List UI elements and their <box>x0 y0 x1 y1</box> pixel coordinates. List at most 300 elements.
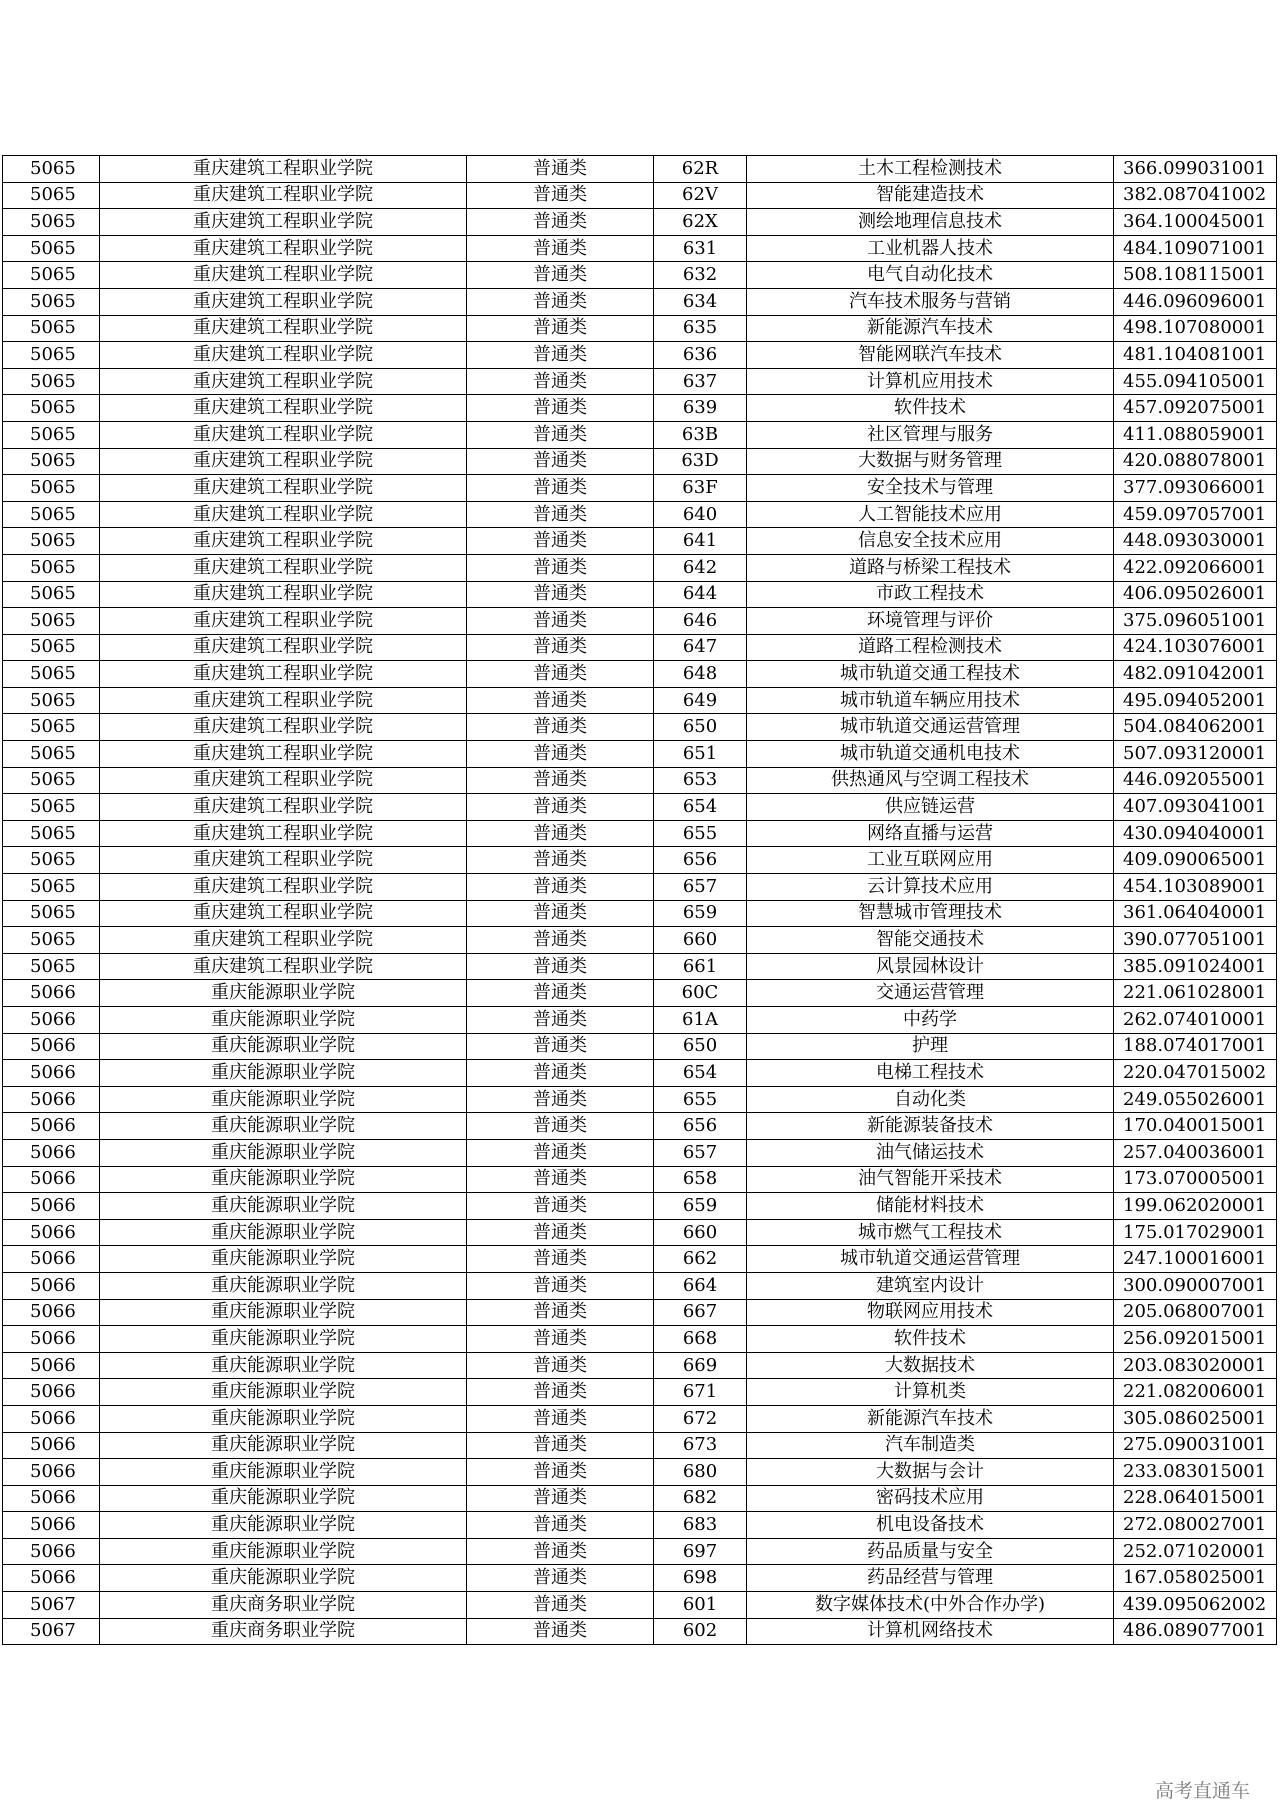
category-cell: 普通类 <box>467 820 654 847</box>
category-cell: 普通类 <box>467 1565 654 1592</box>
major-name-cell: 智能网联汽车技术 <box>747 342 1114 369</box>
school-code-cell: 5066 <box>3 1272 100 1299</box>
score-cell: 459.097057001 <box>1114 501 1277 528</box>
major-code-cell: 61A <box>654 1007 747 1034</box>
score-cell: 484.109071001 <box>1114 235 1277 262</box>
school-code-cell: 5065 <box>3 953 100 980</box>
school-name-cell: 重庆建筑工程职业学院 <box>100 156 467 183</box>
table-row <box>3 1139 1277 1166</box>
school-code-cell: 5065 <box>3 847 100 874</box>
major-code-cell: 654 <box>654 1060 747 1087</box>
score-cell: 424.103076001 <box>1114 634 1277 661</box>
school-name-cell: 重庆建筑工程职业学院 <box>100 927 467 954</box>
category-cell: 普通类 <box>467 1086 654 1113</box>
major-name-cell: 云计算技术应用 <box>747 874 1114 901</box>
major-code-cell: 647 <box>654 634 747 661</box>
major-name-cell: 油气储运技术 <box>747 1139 1114 1166</box>
school-name-cell: 重庆建筑工程职业学院 <box>100 182 467 209</box>
category-cell: 普通类 <box>467 342 654 369</box>
major-name-cell: 城市轨道交通机电技术 <box>747 741 1114 768</box>
table-row <box>3 1379 1277 1406</box>
major-code-cell: 671 <box>654 1379 747 1406</box>
category-cell: 普通类 <box>467 182 654 209</box>
school-name-cell: 重庆建筑工程职业学院 <box>100 262 467 289</box>
score-cell: 498.107080001 <box>1114 315 1277 342</box>
school-name-cell: 重庆建筑工程职业学院 <box>100 847 467 874</box>
school-name-cell: 重庆建筑工程职业学院 <box>100 661 467 688</box>
table-row <box>3 1352 1277 1379</box>
school-code-cell: 5065 <box>3 315 100 342</box>
category-cell: 普通类 <box>467 714 654 741</box>
table-row <box>3 1592 1277 1619</box>
major-name-cell: 计算机类 <box>747 1379 1114 1406</box>
school-name-cell: 重庆能源职业学院 <box>100 1565 467 1592</box>
major-name-cell: 软件技术 <box>747 1326 1114 1353</box>
major-name-cell: 储能材料技术 <box>747 1193 1114 1220</box>
score-cell: 256.092015001 <box>1114 1326 1277 1353</box>
category-cell: 普通类 <box>467 634 654 661</box>
major-code-cell: 640 <box>654 501 747 528</box>
major-code-cell: 650 <box>654 714 747 741</box>
school-code-cell: 5065 <box>3 475 100 502</box>
category-cell: 普通类 <box>467 1033 654 1060</box>
school-code-cell: 5065 <box>3 767 100 794</box>
major-code-cell: 635 <box>654 315 747 342</box>
school-code-cell: 5066 <box>3 1166 100 1193</box>
school-code-cell: 5065 <box>3 209 100 236</box>
major-code-cell: 669 <box>654 1352 747 1379</box>
table-row <box>3 448 1277 475</box>
major-name-cell: 药品经营与管理 <box>747 1565 1114 1592</box>
category-cell: 普通类 <box>467 1405 654 1432</box>
score-cell: 366.099031001 <box>1114 156 1277 183</box>
category-cell: 普通类 <box>467 1326 654 1353</box>
school-name-cell: 重庆建筑工程职业学院 <box>100 288 467 315</box>
school-code-cell: 5065 <box>3 794 100 821</box>
category-cell: 普通类 <box>467 1299 654 1326</box>
score-cell: 305.086025001 <box>1114 1405 1277 1432</box>
school-name-cell: 重庆建筑工程职业学院 <box>100 900 467 927</box>
table-row <box>3 980 1277 1007</box>
table-row <box>3 661 1277 688</box>
table-row <box>3 342 1277 369</box>
school-code-cell: 5065 <box>3 156 100 183</box>
major-name-cell: 护理 <box>747 1033 1114 1060</box>
major-name-cell: 智能建造技术 <box>747 182 1114 209</box>
school-code-cell: 5066 <box>3 1538 100 1565</box>
category-cell: 普通类 <box>467 1618 654 1645</box>
major-code-cell: 680 <box>654 1459 747 1486</box>
score-cell: 504.084062001 <box>1114 714 1277 741</box>
school-name-cell: 重庆建筑工程职业学院 <box>100 209 467 236</box>
table-row <box>3 794 1277 821</box>
major-name-cell: 土木工程检测技术 <box>747 156 1114 183</box>
major-code-cell: 660 <box>654 1219 747 1246</box>
school-name-cell: 重庆能源职业学院 <box>100 1459 467 1486</box>
school-code-cell: 5066 <box>3 1219 100 1246</box>
school-code-cell: 5067 <box>3 1592 100 1619</box>
score-cell: 382.087041002 <box>1114 182 1277 209</box>
school-code-cell: 5065 <box>3 581 100 608</box>
table-row <box>3 1326 1277 1353</box>
score-cell: 364.100045001 <box>1114 209 1277 236</box>
category-cell: 普通类 <box>467 528 654 555</box>
major-name-cell: 大数据与财务管理 <box>747 448 1114 475</box>
table-row <box>3 501 1277 528</box>
school-code-cell: 5065 <box>3 182 100 209</box>
school-name-cell: 重庆能源职业学院 <box>100 1033 467 1060</box>
table-row <box>3 1565 1277 1592</box>
major-name-cell: 机电设备技术 <box>747 1512 1114 1539</box>
major-code-cell: 667 <box>654 1299 747 1326</box>
category-cell: 普通类 <box>467 288 654 315</box>
major-code-cell: 60C <box>654 980 747 1007</box>
category-cell: 普通类 <box>467 156 654 183</box>
major-code-cell: 672 <box>654 1405 747 1432</box>
category-cell: 普通类 <box>467 262 654 289</box>
major-name-cell: 物联网应用技术 <box>747 1299 1114 1326</box>
score-cell: 205.068007001 <box>1114 1299 1277 1326</box>
major-code-cell: 658 <box>654 1166 747 1193</box>
score-cell: 457.092075001 <box>1114 395 1277 422</box>
table-row <box>3 1459 1277 1486</box>
score-cell: 455.094105001 <box>1114 368 1277 395</box>
school-name-cell: 重庆能源职业学院 <box>100 1113 467 1140</box>
major-name-cell: 新能源汽车技术 <box>747 1405 1114 1432</box>
category-cell: 普通类 <box>467 1246 654 1273</box>
score-cell: 199.062020001 <box>1114 1193 1277 1220</box>
school-code-cell: 5066 <box>3 1379 100 1406</box>
category-cell: 普通类 <box>467 794 654 821</box>
table-row <box>3 475 1277 502</box>
school-name-cell: 重庆能源职业学院 <box>100 1405 467 1432</box>
major-name-cell: 汽车技术服务与营销 <box>747 288 1114 315</box>
score-cell: 406.095026001 <box>1114 581 1277 608</box>
table-row <box>3 608 1277 635</box>
major-code-cell: 657 <box>654 1139 747 1166</box>
score-cell: 422.092066001 <box>1114 554 1277 581</box>
major-code-cell: 632 <box>654 262 747 289</box>
school-code-cell: 5065 <box>3 235 100 262</box>
school-code-cell: 5066 <box>3 1060 100 1087</box>
category-cell: 普通类 <box>467 608 654 635</box>
school-name-cell: 重庆商务职业学院 <box>100 1618 467 1645</box>
table-row <box>3 900 1277 927</box>
school-name-cell: 重庆建筑工程职业学院 <box>100 368 467 395</box>
school-code-cell: 5067 <box>3 1618 100 1645</box>
school-code-cell: 5066 <box>3 980 100 1007</box>
table-row <box>3 288 1277 315</box>
major-code-cell: 662 <box>654 1246 747 1273</box>
category-cell: 普通类 <box>467 501 654 528</box>
table-row <box>3 395 1277 422</box>
school-name-cell: 重庆能源职业学院 <box>100 1485 467 1512</box>
category-cell: 普通类 <box>467 927 654 954</box>
major-name-cell: 城市轨道车辆应用技术 <box>747 687 1114 714</box>
score-cell: 507.093120001 <box>1114 741 1277 768</box>
school-code-cell: 5066 <box>3 1326 100 1353</box>
major-name-cell: 新能源装备技术 <box>747 1113 1114 1140</box>
score-cell: 170.040015001 <box>1114 1113 1277 1140</box>
school-name-cell: 重庆能源职业学院 <box>100 1326 467 1353</box>
school-name-cell: 重庆建筑工程职业学院 <box>100 501 467 528</box>
category-cell: 普通类 <box>467 1512 654 1539</box>
category-cell: 普通类 <box>467 315 654 342</box>
major-code-cell: 698 <box>654 1565 747 1592</box>
major-name-cell: 药品质量与安全 <box>747 1538 1114 1565</box>
table-row <box>3 1219 1277 1246</box>
major-name-cell: 城市轨道交通运营管理 <box>747 714 1114 741</box>
table-row <box>3 1113 1277 1140</box>
school-code-cell: 5065 <box>3 342 100 369</box>
school-name-cell: 重庆能源职业学院 <box>100 1352 467 1379</box>
category-cell: 普通类 <box>467 395 654 422</box>
score-cell: 486.089077001 <box>1114 1618 1277 1645</box>
school-name-cell: 重庆能源职业学院 <box>100 1512 467 1539</box>
category-cell: 普通类 <box>467 687 654 714</box>
score-cell: 221.061028001 <box>1114 980 1277 1007</box>
major-code-cell: 697 <box>654 1538 747 1565</box>
major-name-cell: 中药学 <box>747 1007 1114 1034</box>
school-code-cell: 5065 <box>3 421 100 448</box>
school-code-cell: 5065 <box>3 368 100 395</box>
category-cell: 普通类 <box>467 1352 654 1379</box>
major-code-cell: 62V <box>654 182 747 209</box>
major-code-cell: 659 <box>654 900 747 927</box>
school-code-cell: 5066 <box>3 1246 100 1273</box>
category-cell: 普通类 <box>467 1379 654 1406</box>
major-name-cell: 建筑室内设计 <box>747 1272 1114 1299</box>
table-row <box>3 1299 1277 1326</box>
school-name-cell: 重庆建筑工程职业学院 <box>100 608 467 635</box>
category-cell: 普通类 <box>467 1592 654 1619</box>
major-name-cell: 计算机网络技术 <box>747 1618 1114 1645</box>
category-cell: 普通类 <box>467 235 654 262</box>
score-cell: 233.083015001 <box>1114 1459 1277 1486</box>
school-name-cell: 重庆能源职业学院 <box>100 1060 467 1087</box>
major-name-cell: 智能交通技术 <box>747 927 1114 954</box>
score-cell: 430.094040001 <box>1114 820 1277 847</box>
category-cell: 普通类 <box>467 209 654 236</box>
major-name-cell: 城市燃气工程技术 <box>747 1219 1114 1246</box>
major-code-cell: 62R <box>654 156 747 183</box>
table-row <box>3 687 1277 714</box>
category-cell: 普通类 <box>467 874 654 901</box>
school-name-cell: 重庆能源职业学院 <box>100 1166 467 1193</box>
table-row <box>3 1246 1277 1273</box>
school-name-cell: 重庆能源职业学院 <box>100 1432 467 1459</box>
table-row <box>3 820 1277 847</box>
table-row <box>3 1432 1277 1459</box>
major-name-cell: 城市轨道交通运营管理 <box>747 1246 1114 1273</box>
major-name-cell: 油气智能开采技术 <box>747 1166 1114 1193</box>
category-cell: 普通类 <box>467 1166 654 1193</box>
category-cell: 普通类 <box>467 1432 654 1459</box>
major-name-cell: 安全技术与管理 <box>747 475 1114 502</box>
major-name-cell: 智慧城市管理技术 <box>747 900 1114 927</box>
major-name-cell: 软件技术 <box>747 395 1114 422</box>
score-cell: 275.090031001 <box>1114 1432 1277 1459</box>
score-cell: 203.083020001 <box>1114 1352 1277 1379</box>
school-code-cell: 5065 <box>3 820 100 847</box>
school-name-cell: 重庆建筑工程职业学院 <box>100 421 467 448</box>
major-name-cell: 工业互联网应用 <box>747 847 1114 874</box>
major-code-cell: 631 <box>654 235 747 262</box>
table-row <box>3 767 1277 794</box>
major-name-cell: 信息安全技术应用 <box>747 528 1114 555</box>
category-cell: 普通类 <box>467 661 654 688</box>
score-cell: 482.091042001 <box>1114 661 1277 688</box>
score-cell: 252.071020001 <box>1114 1538 1277 1565</box>
school-code-cell: 5065 <box>3 741 100 768</box>
school-code-cell: 5065 <box>3 501 100 528</box>
table-row <box>3 368 1277 395</box>
school-code-cell: 5065 <box>3 634 100 661</box>
major-name-cell: 计算机应用技术 <box>747 368 1114 395</box>
major-name-cell: 大数据技术 <box>747 1352 1114 1379</box>
school-name-cell: 重庆能源职业学院 <box>100 1193 467 1220</box>
school-name-cell: 重庆建筑工程职业学院 <box>100 581 467 608</box>
category-cell: 普通类 <box>467 767 654 794</box>
school-name-cell: 重庆商务职业学院 <box>100 1592 467 1619</box>
school-code-cell: 5065 <box>3 661 100 688</box>
table-row <box>3 634 1277 661</box>
table-row <box>3 874 1277 901</box>
major-name-cell: 电气自动化技术 <box>747 262 1114 289</box>
score-cell: 272.080027001 <box>1114 1512 1277 1539</box>
table-row <box>3 581 1277 608</box>
category-cell: 普通类 <box>467 847 654 874</box>
major-code-cell: 659 <box>654 1193 747 1220</box>
table-row <box>3 315 1277 342</box>
school-name-cell: 重庆建筑工程职业学院 <box>100 794 467 821</box>
school-name-cell: 重庆建筑工程职业学院 <box>100 714 467 741</box>
major-name-cell: 道路工程检测技术 <box>747 634 1114 661</box>
score-cell: 409.090065001 <box>1114 847 1277 874</box>
major-code-cell: 651 <box>654 741 747 768</box>
score-cell: 448.093030001 <box>1114 528 1277 555</box>
school-name-cell: 重庆建筑工程职业学院 <box>100 820 467 847</box>
major-code-cell: 654 <box>654 794 747 821</box>
school-code-cell: 5065 <box>3 554 100 581</box>
major-name-cell: 大数据与会计 <box>747 1459 1114 1486</box>
table-row <box>3 1007 1277 1034</box>
major-name-cell: 供热通风与空调工程技术 <box>747 767 1114 794</box>
category-cell: 普通类 <box>467 1193 654 1220</box>
major-code-cell: 655 <box>654 1086 747 1113</box>
table-row <box>3 1166 1277 1193</box>
score-cell: 249.055026001 <box>1114 1086 1277 1113</box>
school-code-cell: 5066 <box>3 1139 100 1166</box>
major-code-cell: 636 <box>654 342 747 369</box>
school-name-cell: 重庆能源职业学院 <box>100 1007 467 1034</box>
category-cell: 普通类 <box>467 1139 654 1166</box>
table-row <box>3 1405 1277 1432</box>
category-cell: 普通类 <box>467 953 654 980</box>
major-name-cell: 网络直播与运营 <box>747 820 1114 847</box>
category-cell: 普通类 <box>467 1272 654 1299</box>
table-row <box>3 1060 1277 1087</box>
major-code-cell: 664 <box>654 1272 747 1299</box>
school-name-cell: 重庆能源职业学院 <box>100 1379 467 1406</box>
score-cell: 375.096051001 <box>1114 608 1277 635</box>
score-cell: 377.093066001 <box>1114 475 1277 502</box>
school-code-cell: 5065 <box>3 448 100 475</box>
major-name-cell: 城市轨道交通工程技术 <box>747 661 1114 688</box>
score-cell: 247.100016001 <box>1114 1246 1277 1273</box>
school-name-cell: 重庆能源职业学院 <box>100 1246 467 1273</box>
table-row <box>3 156 1277 183</box>
school-code-cell: 5066 <box>3 1405 100 1432</box>
school-name-cell: 重庆建筑工程职业学院 <box>100 315 467 342</box>
score-cell: 262.074010001 <box>1114 1007 1277 1034</box>
school-code-cell: 5065 <box>3 874 100 901</box>
school-name-cell: 重庆建筑工程职业学院 <box>100 235 467 262</box>
major-code-cell: 646 <box>654 608 747 635</box>
major-name-cell: 密码技术应用 <box>747 1485 1114 1512</box>
school-name-cell: 重庆能源职业学院 <box>100 1219 467 1246</box>
major-name-cell: 电梯工程技术 <box>747 1060 1114 1087</box>
score-cell: 228.064015001 <box>1114 1485 1277 1512</box>
major-code-cell: 602 <box>654 1618 747 1645</box>
school-code-cell: 5066 <box>3 1086 100 1113</box>
major-code-cell: 668 <box>654 1326 747 1353</box>
major-code-cell: 682 <box>654 1485 747 1512</box>
school-code-cell: 5066 <box>3 1193 100 1220</box>
score-cell: 390.077051001 <box>1114 927 1277 954</box>
score-cell: 361.064040001 <box>1114 900 1277 927</box>
score-cell: 167.058025001 <box>1114 1565 1277 1592</box>
major-code-cell: 634 <box>654 288 747 315</box>
category-cell: 普通类 <box>467 980 654 1007</box>
school-code-cell: 5066 <box>3 1459 100 1486</box>
major-name-cell: 环境管理与评价 <box>747 608 1114 635</box>
category-cell: 普通类 <box>467 900 654 927</box>
school-name-cell: 重庆建筑工程职业学院 <box>100 448 467 475</box>
major-code-cell: 644 <box>654 581 747 608</box>
table-row <box>3 847 1277 874</box>
school-name-cell: 重庆能源职业学院 <box>100 1272 467 1299</box>
table-row <box>3 1193 1277 1220</box>
category-cell: 普通类 <box>467 475 654 502</box>
major-code-cell: 642 <box>654 554 747 581</box>
major-name-cell: 市政工程技术 <box>747 581 1114 608</box>
major-code-cell: 661 <box>654 953 747 980</box>
school-code-cell: 5066 <box>3 1033 100 1060</box>
score-cell: 508.108115001 <box>1114 262 1277 289</box>
score-cell: 495.094052001 <box>1114 687 1277 714</box>
category-cell: 普通类 <box>467 421 654 448</box>
score-cell: 173.070005001 <box>1114 1166 1277 1193</box>
school-name-cell: 重庆建筑工程职业学院 <box>100 953 467 980</box>
score-cell: 439.095062002 <box>1114 1592 1277 1619</box>
major-code-cell: 673 <box>654 1432 747 1459</box>
score-cell: 446.092055001 <box>1114 767 1277 794</box>
category-cell: 普通类 <box>467 1485 654 1512</box>
major-code-cell: 62X <box>654 209 747 236</box>
category-cell: 普通类 <box>467 448 654 475</box>
major-name-cell: 交通运营管理 <box>747 980 1114 1007</box>
school-code-cell: 5066 <box>3 1352 100 1379</box>
score-cell: 411.088059001 <box>1114 421 1277 448</box>
score-cell: 446.096096001 <box>1114 288 1277 315</box>
major-name-cell: 新能源汽车技术 <box>747 315 1114 342</box>
major-code-cell: 650 <box>654 1033 747 1060</box>
school-code-cell: 5065 <box>3 395 100 422</box>
major-name-cell: 数字媒体技术(中外合作办学) <box>747 1592 1114 1619</box>
school-code-cell: 5066 <box>3 1432 100 1459</box>
major-name-cell: 测绘地理信息技术 <box>747 209 1114 236</box>
